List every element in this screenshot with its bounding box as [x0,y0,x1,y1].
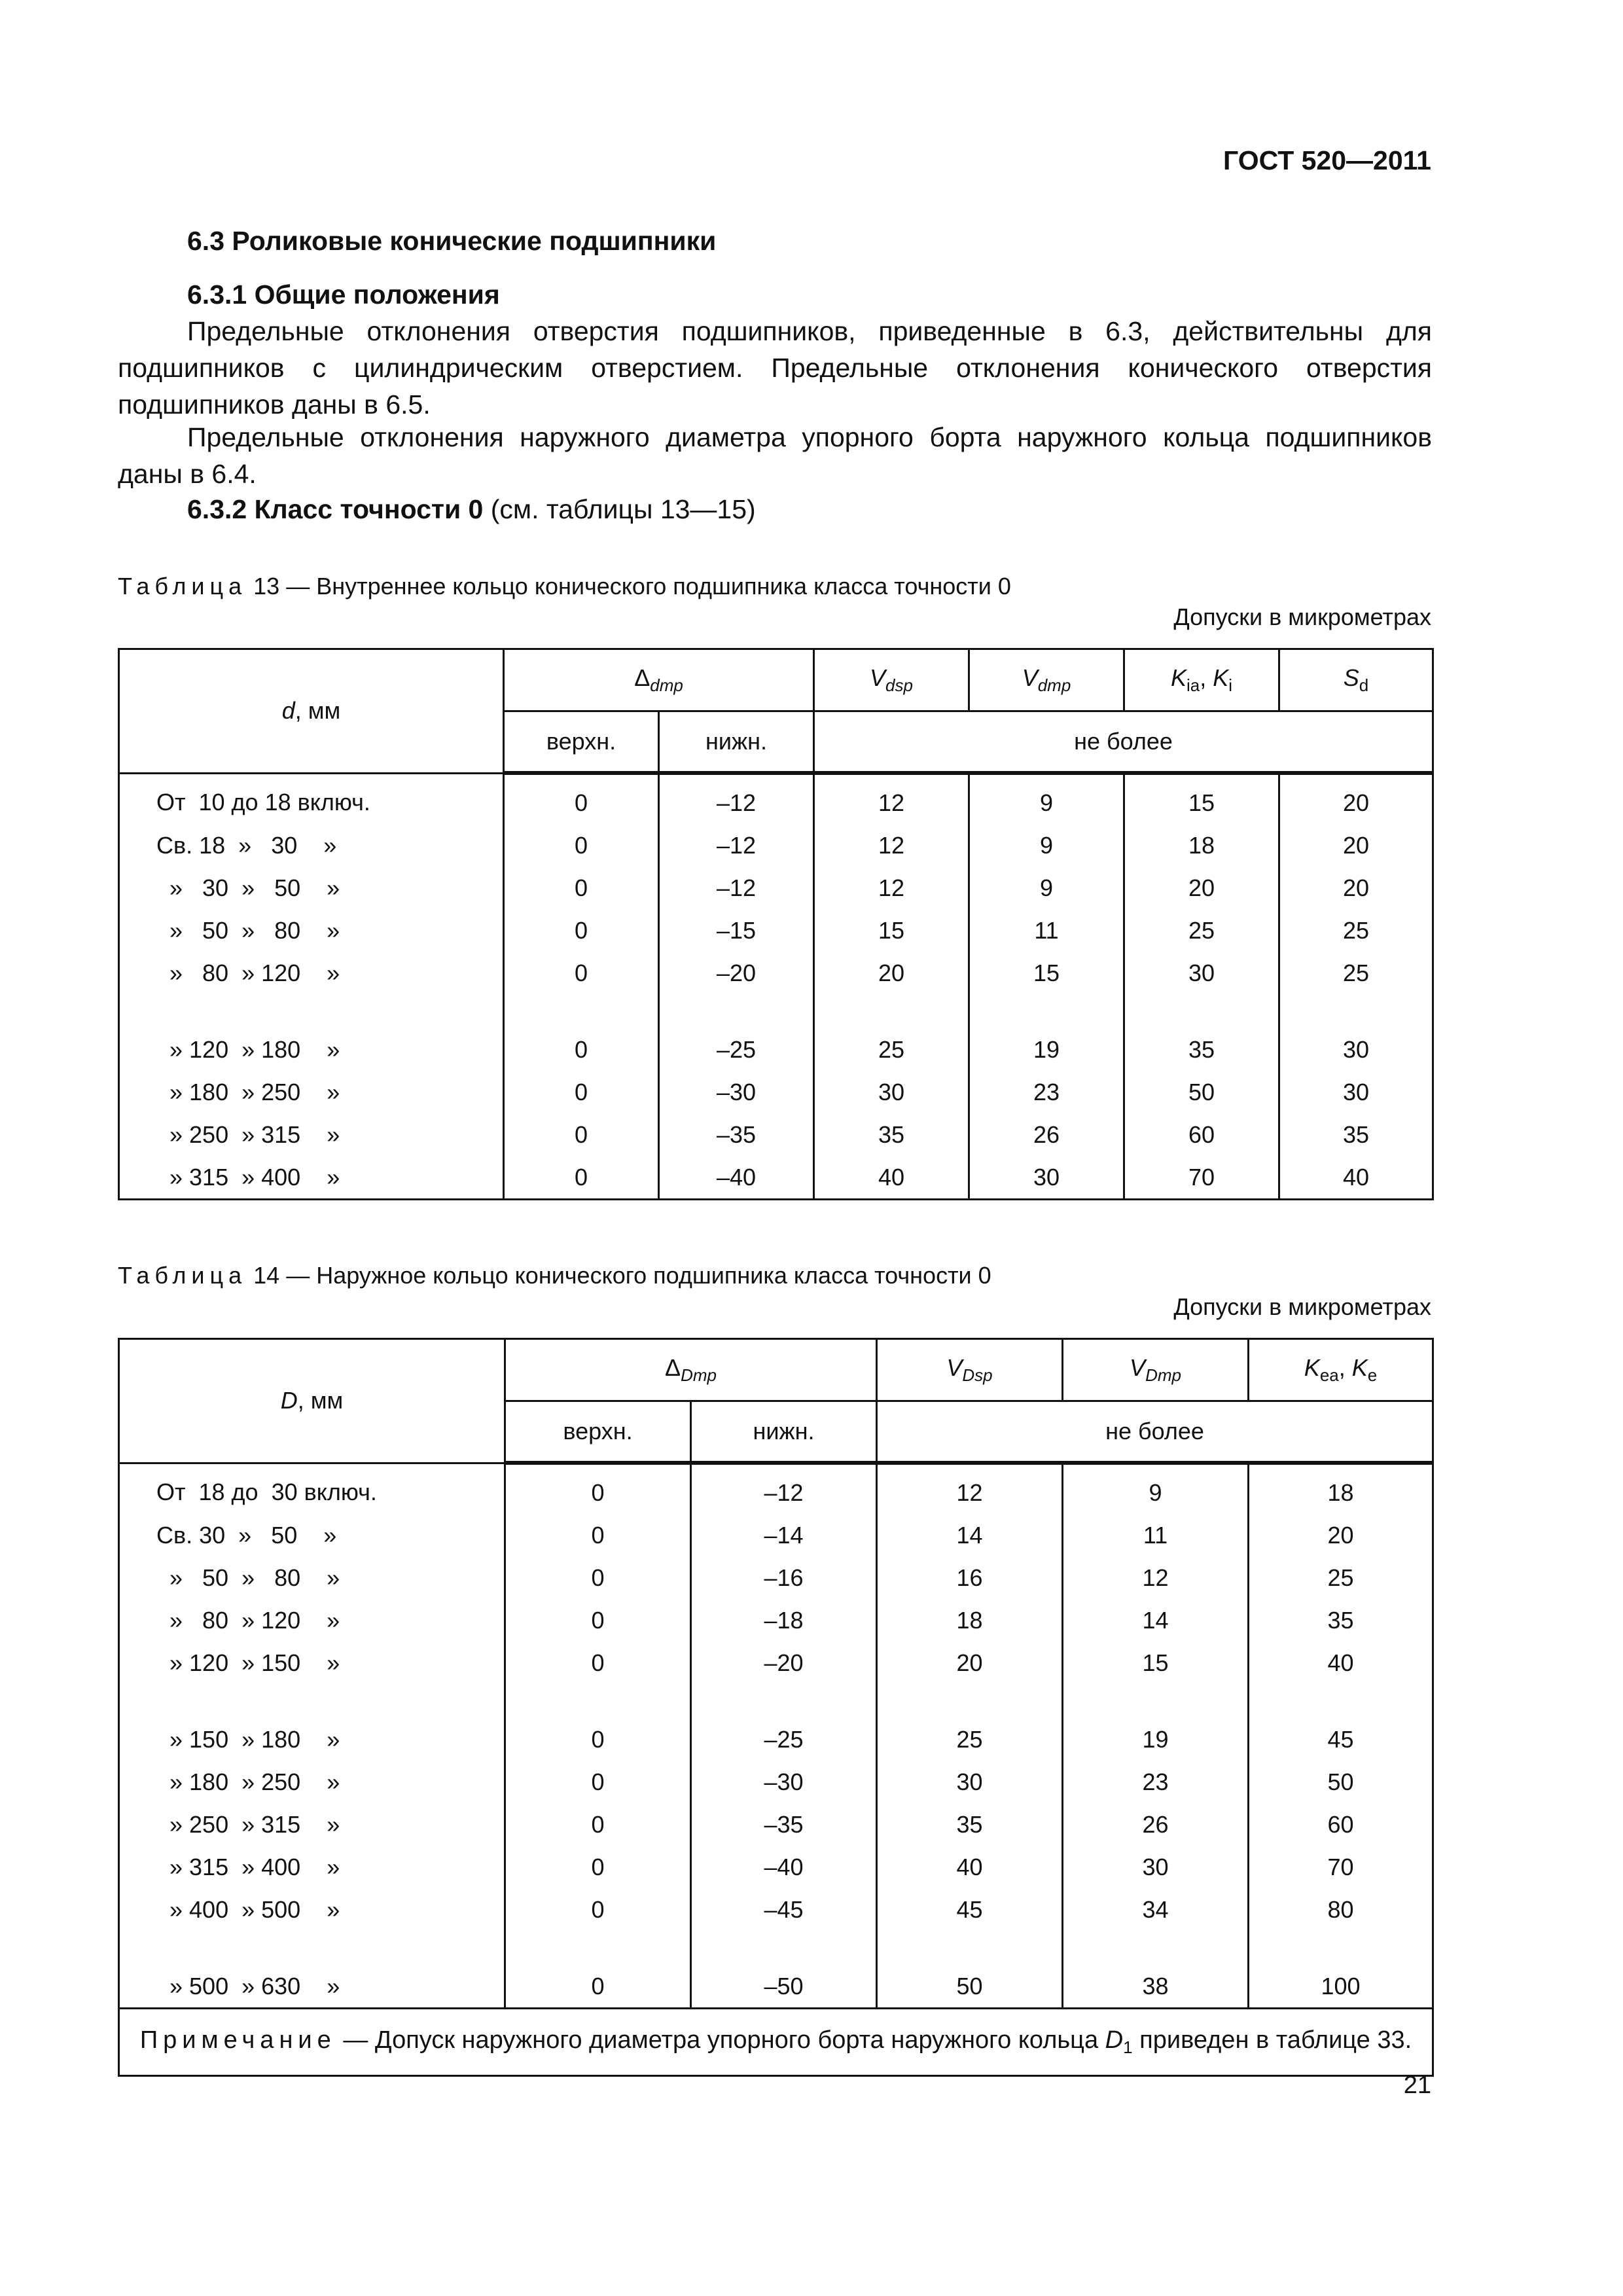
value-cell: 35 [814,1113,969,1156]
value-cell: 100 [1249,1965,1433,2009]
table-row [119,1846,1433,1888]
header-not-more: не более [877,1401,1433,1463]
value-cell: 18 [1124,824,1279,867]
value-cell: 19 [1063,1718,1249,1761]
value-cell: 0 [505,1641,691,1684]
value-cell: –40 [659,1156,814,1200]
value-cell: 12 [877,1463,1063,1514]
value-cell: –25 [691,1718,877,1761]
table-13-caption-text: 13 — Внутреннее кольцо конического подшипника класса точности 0 [247,573,1011,600]
table-row [119,1599,1433,1641]
value-cell: 15 [1063,1641,1249,1684]
value-cell: –40 [691,1846,877,1888]
value-cell: –50 [691,1965,877,2009]
value-cell: 20 [877,1641,1063,1684]
value-cell: 25 [877,1718,1063,1761]
size-range-cell: » 500 » 630 » [119,1965,505,2009]
size-range-cell: » 50 » 80 » [119,1556,505,1599]
spacer-cell [1249,1931,1433,1965]
table-row [119,909,1433,952]
header-vdmp: $V_{dmp}$ [969,649,1124,711]
value-cell: 15 [814,909,969,952]
table-13-units: Допуски в микрометрах [1173,603,1431,630]
row-spacer [119,994,1433,1028]
page-number: 21 [1403,2072,1431,2099]
note-text: — Допуск наружного диаметра упорного борта наружного кольца [336,2026,1105,2054]
spacer-cell [877,1931,1063,1965]
size-range-cell: » 250 » 315 » [119,1803,505,1846]
size-range-cell: » 180 » 250 » [119,1071,504,1113]
table-row [119,1641,1433,1684]
size-range-cell: » 315 » 400 » [119,1156,504,1200]
paragraph-flange-deviations: Предельные отклонения наружного диаметра упорного борта наружного кольца подшипников даны в 6.4. [118,422,1432,489]
header-sd: $S_d$ [1279,649,1433,711]
table-row [119,824,1433,867]
value-cell: 25 [1279,952,1433,994]
spacer-cell [505,1931,691,1965]
table-14-caption [118,1262,991,1289]
value-cell: 40 [1279,1156,1433,1200]
section-heading-6-3: 6.3 Роликовые конические подшипники [187,226,717,256]
value-cell: 20 [814,952,969,994]
header-lower: нижн. [691,1401,877,1463]
table-row [119,1113,1433,1156]
value-cell: 16 [877,1556,1063,1599]
table-row [119,952,1433,994]
header-kia-ki: $K_{ia}$, $K_i$ [1124,649,1279,711]
size-range-cell: » 180 » 250 » [119,1761,505,1803]
value-cell: 12 [814,773,969,824]
value-cell: 35 [877,1803,1063,1846]
value-cell: 0 [504,909,659,952]
size-range-cell: » 250 » 315 » [119,1113,504,1156]
header-not-more: не более [814,711,1433,774]
paragraph-bore-deviations: Предельные отклонения отверстия подшипников, приведенные в 6.3, действительны для подшипников с цилиндрическим отверстием. Предельные отклонения конического отверстия подшипников даны в 6.5. [118,316,1432,420]
value-cell: 9 [969,824,1124,867]
value-cell: 0 [505,1599,691,1641]
size-range-cell: » 400 » 500 » [119,1888,505,1931]
table-row [119,867,1433,909]
value-cell: 60 [1249,1803,1433,1846]
spacer-cell [119,994,504,1028]
table-row [119,1156,1433,1200]
spacer-cell [505,1684,691,1718]
note-end: приведен в таблице 33. [1132,2026,1412,2054]
value-cell: –30 [691,1761,877,1803]
table-row [119,1888,1433,1931]
value-cell: 40 [877,1846,1063,1888]
value-cell: 0 [504,952,659,994]
value-cell: 15 [1124,773,1279,824]
value-cell: –35 [691,1803,877,1846]
size-range-cell: » 120 » 180 » [119,1028,504,1071]
table-14-units: Допуски в микрометрах [1173,1293,1431,1320]
table-row [119,773,1433,824]
row-spacer [119,1684,1433,1718]
section-heading-6-3-2 [187,491,1431,528]
value-cell: 35 [1124,1028,1279,1071]
value-cell: 15 [969,952,1124,994]
size-range-cell: От 10 до 18 включ. [119,773,504,824]
note-symbol: D [1105,2026,1124,2054]
spacer-cell [1063,1931,1249,1965]
value-cell: –14 [691,1514,877,1556]
value-cell: –12 [659,867,814,909]
table-row [119,1463,1433,1514]
value-cell: 30 [1124,952,1279,994]
value-cell: 0 [505,1556,691,1599]
value-cell: 18 [877,1599,1063,1641]
value-cell: –12 [691,1463,877,1514]
value-cell: 0 [504,773,659,824]
table-13 [118,648,1434,1200]
value-cell: –18 [691,1599,877,1641]
value-cell: 9 [969,773,1124,824]
spacer-cell [1124,994,1279,1028]
value-cell: 30 [1063,1846,1249,1888]
value-cell: 50 [877,1965,1063,2009]
value-cell: 14 [1063,1599,1249,1641]
value-cell: 0 [505,1846,691,1888]
header-delta-Dmp: $\Delta_{Dmp}$ [505,1339,877,1401]
value-cell: 50 [1249,1761,1433,1803]
value-cell: 0 [505,1514,691,1556]
size-range-cell: » 315 » 400 » [119,1846,505,1888]
value-cell: 0 [504,1113,659,1156]
header-D: D, мм [119,1339,505,1463]
value-cell: –15 [659,909,814,952]
value-cell: 25 [1249,1556,1433,1599]
value-cell: 70 [1249,1846,1433,1888]
spacer-cell [1249,1684,1433,1718]
value-cell: 0 [504,867,659,909]
value-cell: 0 [505,1965,691,2009]
table-14-note: Примечание — Допуск наружного диаметра упорного борта наружного кольца $D_1$ приведен в таблице 33. [119,2009,1433,2076]
row-spacer [119,1931,1433,1965]
spacer-cell [119,1684,505,1718]
value-cell: –12 [659,773,814,824]
table-row [119,1071,1433,1113]
heading-reference: (см. таблицы 13—15) [483,494,756,524]
section-heading-6-3-1: 6.3.1 Общие положения [187,279,500,310]
value-cell: 20 [1279,824,1433,867]
value-cell: –45 [691,1888,877,1931]
header-vdsp: $V_{dsp}$ [814,649,969,711]
spacer-cell [877,1684,1063,1718]
value-cell: 19 [969,1028,1124,1071]
heading-bold-part: 6.3.2 Класс точности 0 [187,494,484,524]
header-upper: верхн. [505,1401,691,1463]
size-range-cell: » 120 » 150 » [119,1641,505,1684]
value-cell: 0 [504,1156,659,1200]
spacer-cell [969,994,1124,1028]
value-cell: 50 [1124,1071,1279,1113]
value-cell: 23 [1063,1761,1249,1803]
value-cell: 9 [969,867,1124,909]
spacer-cell [659,994,814,1028]
table-14-caption-text: 14 — Наружное кольцо конического подшипника класса точности 0 [247,1262,991,1289]
value-cell: 30 [1279,1028,1433,1071]
value-cell: 45 [877,1888,1063,1931]
value-cell: 12 [1063,1556,1249,1599]
value-cell: 20 [1279,867,1433,909]
value-cell: 0 [505,1888,691,1931]
table-row [119,1718,1433,1761]
value-cell: 25 [1279,909,1433,952]
value-cell: 12 [814,824,969,867]
header-lower: нижн. [659,711,814,774]
value-cell: 0 [504,1028,659,1071]
size-range-cell: » 30 » 50 » [119,867,504,909]
table-row [119,1514,1433,1556]
value-cell: 40 [1249,1641,1433,1684]
table-14-caption-word: Таблица [118,1262,247,1289]
value-cell: 70 [1124,1156,1279,1200]
value-cell: 30 [1279,1071,1433,1113]
header-VDsp: $V_{Dsp}$ [877,1339,1063,1401]
spacer-cell [119,1931,505,1965]
value-cell: 26 [1063,1803,1249,1846]
value-cell: 0 [505,1761,691,1803]
value-cell: 14 [877,1514,1063,1556]
value-cell: 30 [814,1071,969,1113]
header-d: d, мм [119,649,504,774]
value-cell: 23 [969,1071,1124,1113]
value-cell: 45 [1249,1718,1433,1761]
value-cell: 11 [1063,1514,1249,1556]
value-cell: 0 [505,1803,691,1846]
value-cell: 34 [1063,1888,1249,1931]
size-range-cell: » 80 » 120 » [119,952,504,994]
value-cell: 26 [969,1113,1124,1156]
value-cell: 20 [1249,1514,1433,1556]
table-row [119,1028,1433,1071]
value-cell: 20 [1279,773,1433,824]
value-cell: 30 [969,1156,1124,1200]
value-cell: 0 [505,1463,691,1514]
value-cell: 20 [1124,867,1279,909]
value-cell: 0 [504,1071,659,1113]
document-code: ГОСТ 520—2011 [1223,145,1431,175]
value-cell: 30 [877,1761,1063,1803]
value-cell: –35 [659,1113,814,1156]
header-upper: верхн. [504,711,659,774]
table-row [119,1965,1433,2009]
value-cell: –20 [691,1641,877,1684]
table-row [119,1556,1433,1599]
value-cell: –30 [659,1071,814,1113]
value-cell: 9 [1063,1463,1249,1514]
value-cell: 12 [814,867,969,909]
spacer-cell [691,1684,877,1718]
value-cell: 25 [1124,909,1279,952]
value-cell: 35 [1279,1113,1433,1156]
table-13-caption-word: Таблица [118,573,247,600]
spacer-cell [504,994,659,1028]
header-kea-ke: $K_{ea}$, $K_e$ [1249,1339,1433,1401]
value-cell: –16 [691,1556,877,1599]
size-range-cell: От 18 до 30 включ. [119,1463,505,1514]
value-cell: –12 [659,824,814,867]
value-cell: 0 [504,824,659,867]
value-cell: –20 [659,952,814,994]
value-cell: 11 [969,909,1124,952]
table-row [119,1803,1433,1846]
size-range-cell: Св. 30 » 50 » [119,1514,505,1556]
header-VDmp: $V_{Dmp}$ [1063,1339,1249,1401]
spacer-cell [814,994,969,1028]
spacer-cell [691,1931,877,1965]
size-range-cell: » 50 » 80 » [119,909,504,952]
value-cell: 40 [814,1156,969,1200]
table-row [119,1761,1433,1803]
size-range-cell: » 80 » 120 » [119,1599,505,1641]
value-cell: 18 [1249,1463,1433,1514]
value-cell: 38 [1063,1965,1249,2009]
table-13-caption [118,573,1011,600]
table-14 [118,1338,1434,2077]
spacer-cell [1063,1684,1249,1718]
value-cell: 60 [1124,1113,1279,1156]
header-delta-dmp: $\Delta_{dmp}$ [504,649,814,711]
value-cell: 35 [1249,1599,1433,1641]
size-range-cell: » 150 » 180 » [119,1718,505,1761]
value-cell: –25 [659,1028,814,1071]
value-cell: 0 [505,1718,691,1761]
value-cell: 25 [814,1028,969,1071]
note-word: Примечание [139,2026,336,2054]
spacer-cell [1279,994,1433,1028]
value-cell: 80 [1249,1888,1433,1931]
size-range-cell: Св. 18 » 30 » [119,824,504,867]
